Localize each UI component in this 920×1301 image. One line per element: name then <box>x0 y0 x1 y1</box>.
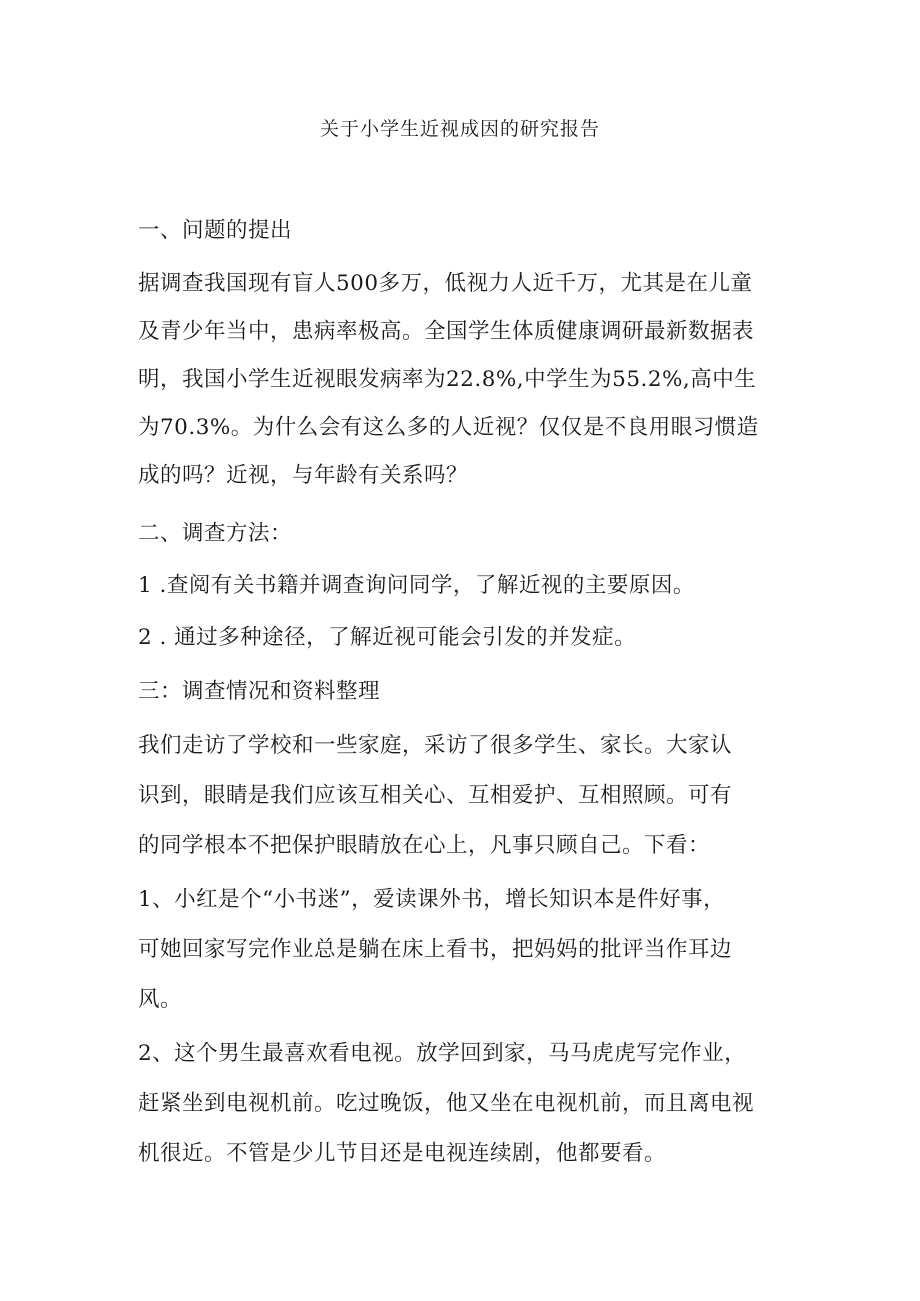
list-item: 1、小红是个“小书迷”，爱读课外书，增长知识本是件好事， <box>138 887 726 912</box>
list-item: 1 .查阅有关书籍并调查询问同学，了解近视的主要原因。 <box>138 573 695 598</box>
section-heading-method: 二、调查方法： <box>138 521 293 546</box>
paragraph-line: 我们走访了学校和一些家庭，采访了很多学生、家长。大家认 <box>138 733 733 758</box>
paragraph-line: 可她回家写完作业总是躺在床上看书，把妈妈的批评当作耳边 <box>138 937 733 962</box>
paragraph-line: 风。 <box>138 987 183 1012</box>
paragraph-line: 赶紧坐到电视机前。吃过晚饭，他又坐在电视机前，而且离电视 <box>138 1091 755 1116</box>
list-item: 2 . 通过多种途径，了解近视可能会引发的并发症。 <box>138 625 637 650</box>
document-title: 关于小学生近视成因的研究报告 <box>319 118 600 140</box>
paragraph-line: 成的吗？近视，与年龄有关系吗？ <box>138 463 469 488</box>
paragraph-line: 据调查我国现有盲人500多万，低视力人近千万，尤其是在儿童 <box>138 271 753 296</box>
paragraph-line: 为70.3%。为什么会有这么多的人近视？仅仅是不良用眼习惯造 <box>138 415 759 440</box>
paragraph-line: 机很近。不管是少儿节目还是电视连续剧，他都要看。 <box>138 1141 667 1166</box>
paragraph-line: 的同学根本不把保护眼睛放在心上，凡事只顾自己。下看： <box>138 833 711 858</box>
list-item: 2、这个男生最喜欢看电视。放学回到家，马马虎虎写完作业， <box>138 1041 747 1066</box>
paragraph-line: 明，我国小学生近视眼发病率为22.8%,中学生为55.2%,高中生 <box>138 367 757 392</box>
paragraph-line: 识到，眼睛是我们应该互相关心、互相爱护、互相照顾。可有 <box>138 783 733 808</box>
section-heading-problem: 一、问题的提出 <box>138 218 293 243</box>
section-heading-findings: 三：调查情况和资料整理 <box>138 679 381 704</box>
paragraph-line: 及青少年当中，患病率极高。全国学生体质健康调研最新数据表 <box>138 319 755 344</box>
